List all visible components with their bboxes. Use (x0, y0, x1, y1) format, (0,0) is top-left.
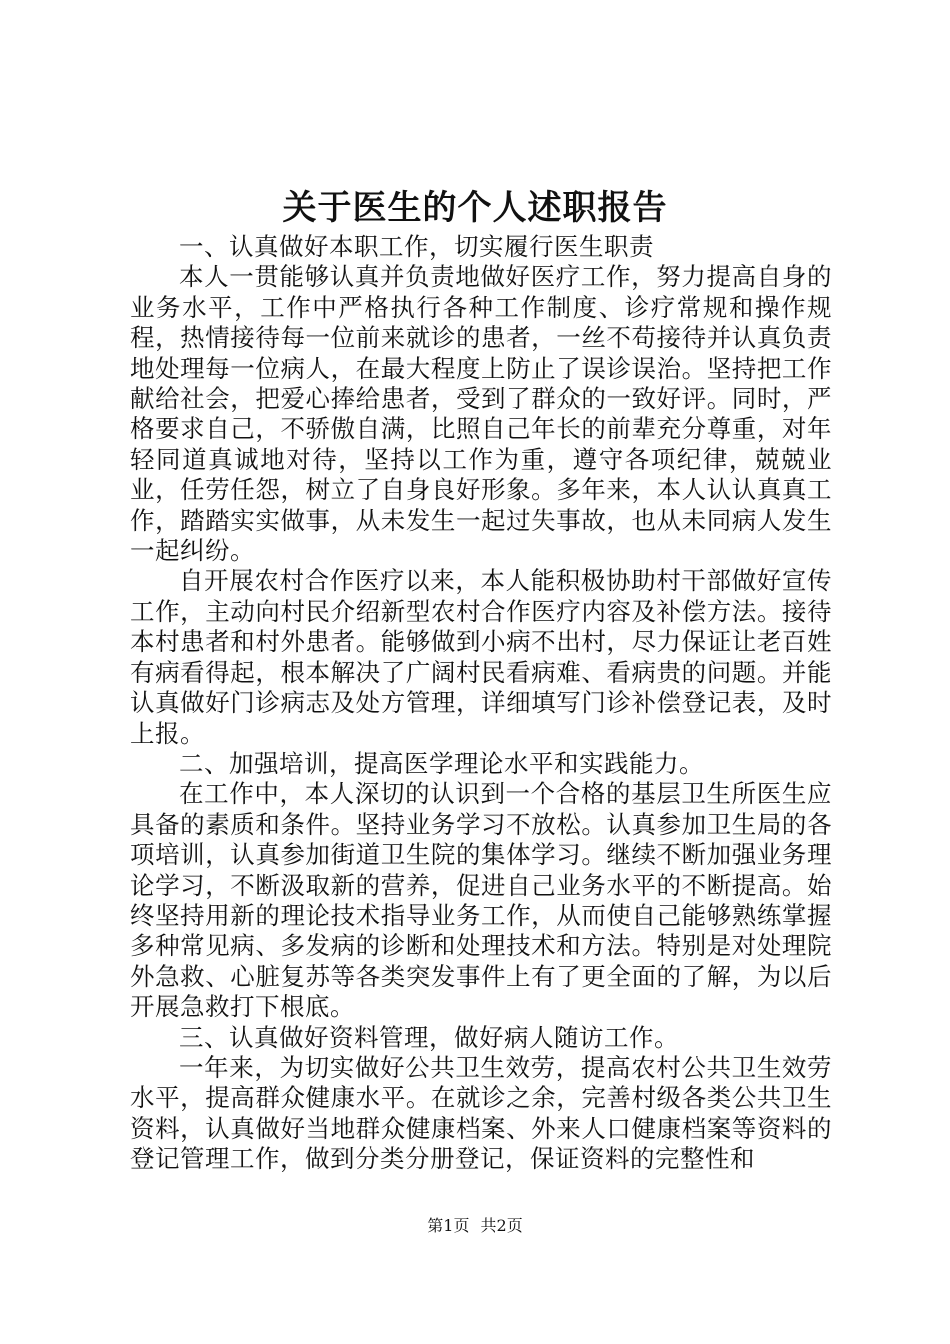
total-page-count: 共2页 (480, 1216, 523, 1235)
page-footer (0, 1216, 950, 1236)
section-heading-2: 二、加强培训，提高医学理论水平和实践能力。 (179, 748, 704, 778)
body-paragraph: 在工作中，本人深切的认识到一个合格的基层卫生所医生应具备的素质和条件。坚持业务学习不放松。认真参加卫生局的各项培训，认真参加街道卫生院的集体学习。继续不断加强业务理论学习，不断汲取新的营养，促进自己业务水平的不断提高。始终坚持用新的理论技术指导业务工作，从而使自己能够熟练掌握多种常见病、多发病的诊断和处理技术和方法。特别是对处理院外急救、心脏复苏等各类突发事件上有了更全面的了解，为以后开展急救打下根底。 (130, 779, 832, 1022)
document-body (130, 232, 832, 1175)
document-title: 关于医生的个人述职报告 (282, 188, 668, 228)
body-paragraph: 自开展农村合作医疗以来，本人能积极协助村干部做好宣传工作，主动向村民介绍新型农村合作医疗内容及补偿方法。接待本村患者和村外患者。能够做到小病不出村，尽力保证让老百姓有病看得起，根本解决了广阔村民看病难、看病贵的问题。并能认真做好门诊病志及处方管理，详细填写门诊补偿登记表，及时上报。 (130, 566, 832, 748)
body-paragraph: 一年来，为切实做好公共卫生效劳，提高农村公共卫生效劳水平，提高群众健康水平。在就诊之余，完善村级各类公共卫生资料，认真做好当地群众健康档案、外来人口健康档案等资料的登记管理工作，做到分类分册登记，保证资料的完整性和 (130, 1052, 832, 1174)
current-page-number: 第1页 (427, 1216, 470, 1235)
section-heading-1: 一、认真做好本职工作，切实履行医生职责 (179, 232, 654, 261)
section-heading-3: 三、认真做好资料管理，做好病人随访工作。 (179, 1022, 679, 1052)
body-paragraph: 本人一贯能够认真并负责地做好医疗工作，努力提高自身的业务水平，工作中严格执行各种工作制度、诊疗常规和操作规程，热情接待每一位前来就诊的患者，一丝不苟接待并认真负责地处理每一位病人，在最大程度上防止了误诊误治。坚持把工作献给社会，把爱心捧给患者，受到了群众的一致好评。同时，严格要求自己，不骄傲自满，比照自己年长的前辈充分尊重，对年轻同道真诚地对待，坚持以工作为重，遵守各项纪律，兢兢业业，任劳任怨，树立了自身良好形象。多年来，本人认认真真工作，踏踏实实做事，从未发生一起过失事故，也从未同病人发生一起纠纷。 (130, 262, 832, 566)
